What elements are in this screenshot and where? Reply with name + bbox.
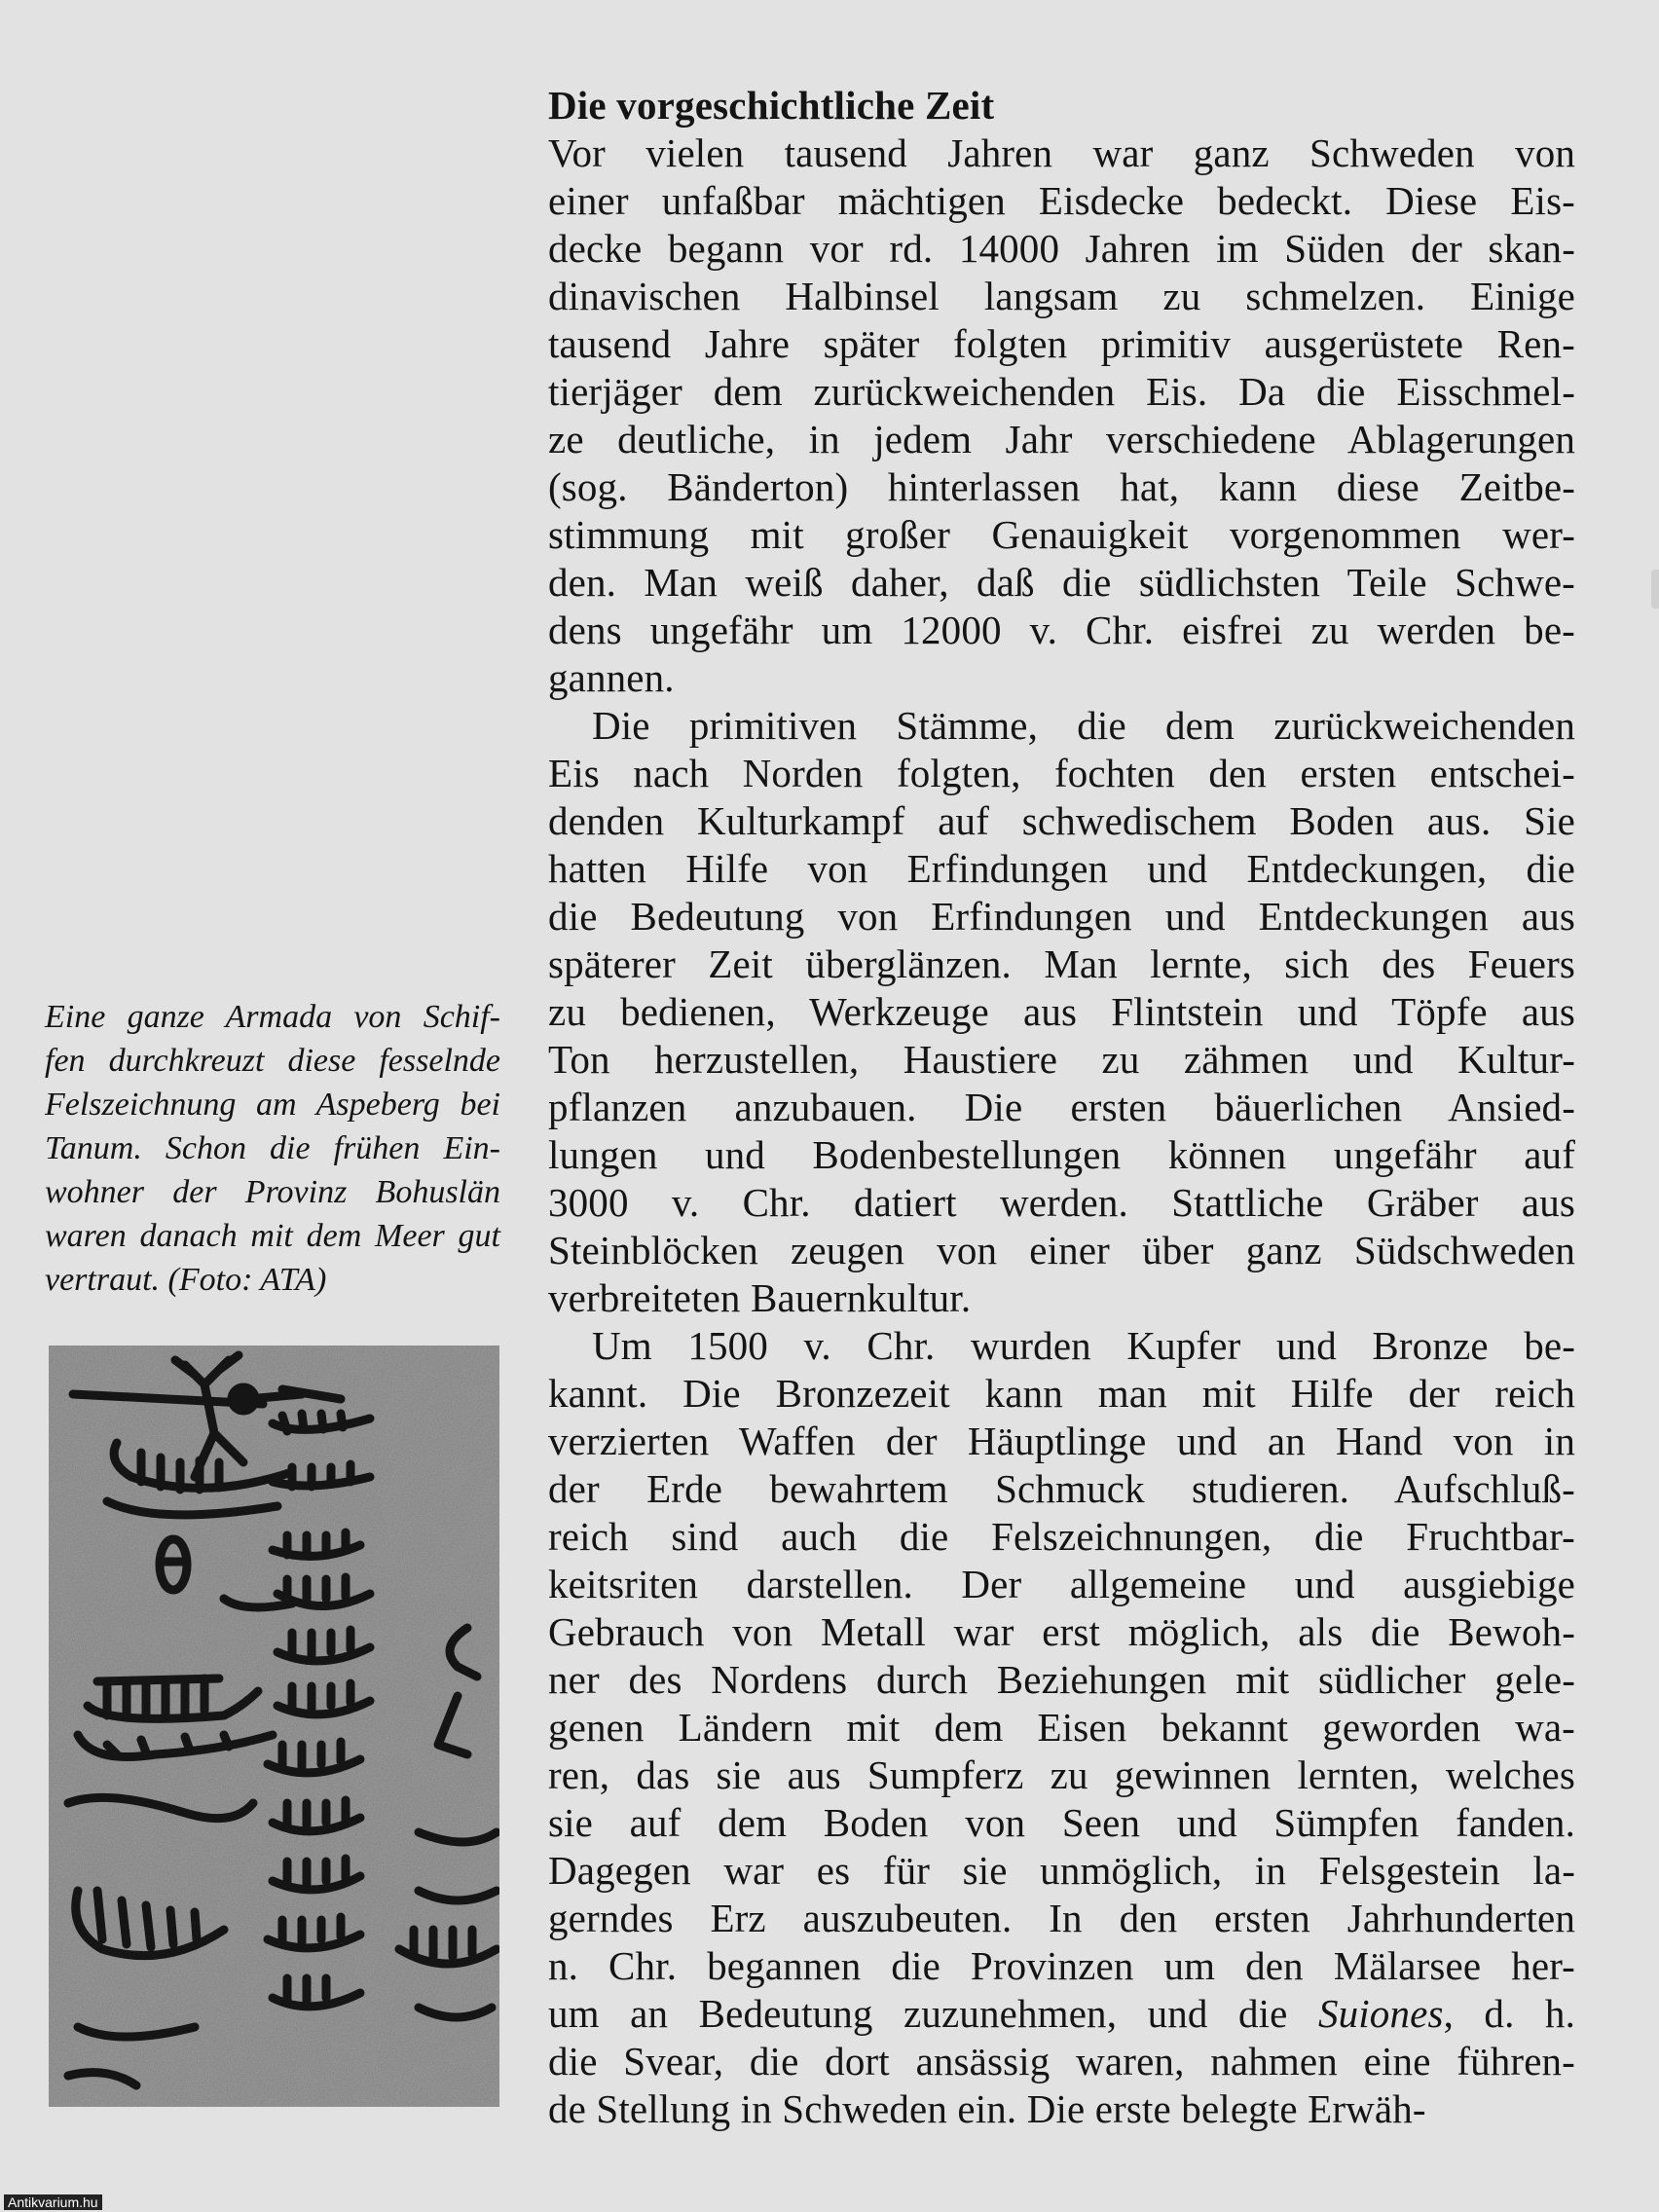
caption-line: fen durchkreuzt diese fesselnde [45, 1043, 500, 1079]
text-line: ren, das sie aus Sumpferz zu gewinnen lernten, welches [548, 1752, 1575, 1797]
text-line: decke begann vor rd. 14000 Jahren im Süden der skan- [548, 226, 1575, 271]
text-line: n. Chr. begannen die Provinzen um den Mälarsee her- [548, 1943, 1575, 1988]
text-line: der Erde bewahrtem Schmuck studieren. Aufschluß- [548, 1466, 1575, 1511]
text-line: zu bedienen, Werkzeuge aus Flintstein und Töpfe aus [548, 989, 1575, 1034]
text-line: denden Kulturkampf auf schwedischem Boden aus. Sie [548, 798, 1575, 843]
text-line: Steinblöcken zeugen von einer über ganz Südschweden [548, 1228, 1575, 1272]
text-line: reich sind auch die Felszeichnungen, die Fruchtbar- [548, 1514, 1575, 1559]
text-line: keitsriten darstellen. Der allgemeine und ausgiebige [548, 1562, 1575, 1606]
paragraph [548, 129, 1575, 702]
text-line: tausend Jahre später folgten primitiv ausgerüstete Ren- [548, 321, 1575, 366]
paragraph [548, 1322, 1575, 2133]
text-line: hatten Hilfe von Erfindungen und Entdeckungen, die [548, 846, 1575, 891]
rock-carving-photo [49, 1346, 499, 2107]
text-line: tierjäger dem zurückweichenden Eis. Da die Eisschmel- [548, 369, 1575, 414]
text-line: einer unfaßbar mächtigen Eisdecke bedeckt. Diese Eis- [548, 178, 1575, 223]
watermark: Antikvarium.hu [4, 2194, 102, 2210]
text-line: pflanzen anzubauen. Die ersten bäuerlichen Ansied- [548, 1085, 1575, 1129]
text-line: Dagegen war es für sie unmöglich, in Felsgestein la- [548, 1848, 1575, 1893]
text-line: genen Ländern mit dem Eisen bekannt geworden wa- [548, 1705, 1575, 1750]
text-line: Um 1500 v. Chr. wurden Kupfer und Bronze be- [592, 1323, 1575, 1368]
page-edge-shadow [1651, 570, 1659, 608]
text-line: stimmung mit großer Genauigkeit vorgenommen wer- [548, 512, 1575, 557]
text-line: Die primitiven Stämme, die dem zurückweichenden [592, 703, 1575, 748]
text-line: dinavischen Halbinsel langsam zu schmelzen. Einige [548, 274, 1575, 318]
caption-line: wohner der Provinz Bohuslän [45, 1174, 500, 1210]
text-line: Gebrauch von Metall war erst möglich, als die Bewoh- [548, 1609, 1575, 1654]
caption-line: Tanum. Schon die frühen Ein- [45, 1130, 500, 1166]
paragraph [548, 702, 1575, 1322]
text-line: Eis nach Norden folgten, fochten den ersten entschei- [548, 751, 1575, 795]
text-line: ner des Nordens durch Beziehungen mit südlicher gele- [548, 1657, 1575, 1702]
text-line: ze deutliche, in jedem Jahr verschiedene Ablagerungen [548, 417, 1575, 461]
text-line: verzierten Waffen der Häuptlinge und an Hand von in [548, 1419, 1575, 1463]
text-line: um an Bedeutung zuzunehmen, und die Suiones, d. h. [548, 1991, 1575, 2036]
text-line: die Bedeutung von Erfindungen und Entdeckungen aus [548, 894, 1575, 939]
caption-line: Felszeichnung am Aspeberg bei [45, 1087, 500, 1123]
text-line: de Stellung in Schweden ein. Die erste belegte Erwäh- [548, 2086, 1426, 2131]
section-title: Die vorgeschichtliche Zeit [548, 83, 995, 128]
text-line: 3000 v. Chr. datiert werden. Stattliche Gräber aus [548, 1180, 1575, 1225]
text-line: dens ungefähr um 12000 v. Chr. eisfrei zu werden be- [548, 608, 1575, 652]
text-line: sie auf dem Boden von Seen und Sümpfen fanden. [548, 1800, 1575, 1845]
text-line: lungen und Bodenbestellungen können ungefähr auf [548, 1132, 1575, 1177]
text-line: Vor vielen tausend Jahren war ganz Schweden von [548, 130, 1575, 175]
text-line: späterer Zeit überglänzen. Man lernte, sich des Feuers [548, 941, 1575, 986]
text-line: gerndes Erz auszubeuten. In den ersten Jahrhunderten [548, 1896, 1575, 1940]
caption-line: waren danach mit dem Meer gut [45, 1218, 500, 1254]
main-text-column [548, 82, 1575, 2133]
body-text [548, 129, 1575, 2133]
caption-line: vertraut. (Foto: ATA) [45, 1262, 327, 1298]
text-line: (sog. Bänderton) hinterlassen hat, kann diese Zeitbe- [548, 464, 1575, 509]
photo-caption [45, 995, 500, 1302]
text-line: verbreiteten Bauernkultur. [548, 1275, 972, 1320]
text-line: den. Man weiß daher, daß die südlichsten Teile Schwe- [548, 560, 1575, 605]
text-line: Ton herzustellen, Haustiere zu zähmen und Kultur- [548, 1037, 1575, 1082]
text-line: die Svear, die dort ansässig waren, nahmen eine führen- [548, 2039, 1575, 2083]
rock-carving-image [49, 1346, 499, 2107]
text-line: kannt. Die Bronzezeit kann man mit Hilfe der reich [548, 1371, 1575, 1416]
text-line: gannen. [548, 655, 675, 700]
caption-line: Eine ganze Armada von Schif- [45, 999, 500, 1035]
